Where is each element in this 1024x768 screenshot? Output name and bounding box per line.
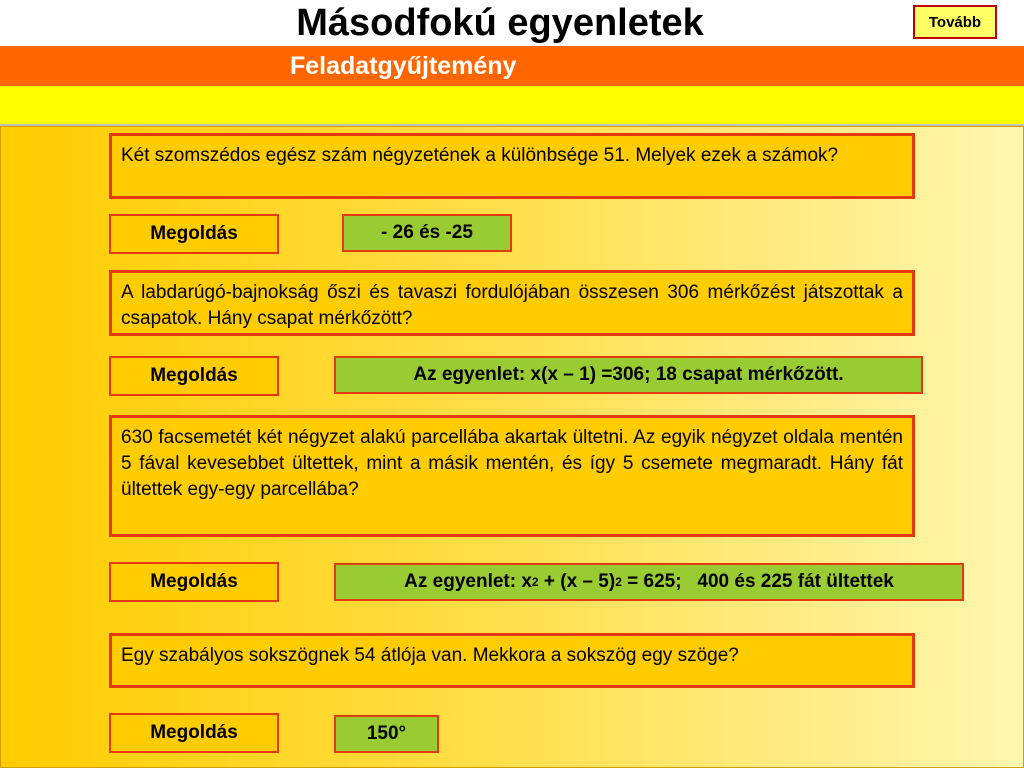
yellow-band	[0, 86, 1024, 124]
problem-3-question: 630 facsemetét két négyzet alakú parcellába akartak ültetni. Az egyik négyzet oldala mentén 5 fával kevesebbet ültettek, mint a másik mentén, és így 5 csemete megmaradt. Hány fát ültettek egy-egy parcellába?	[109, 415, 915, 537]
page-subtitle: Feladatgyűjtemény	[290, 52, 517, 80]
problem-3-answer-middle: + (x – 5)	[538, 571, 616, 592]
problem-4-question: Egy szabályos sokszögnek 54 átlója van. Mekkora a sokszög egy szöge?	[109, 633, 915, 688]
problem-3-answer: Az egyenlet: x 2 + (x – 5) 2 = 625; 400 és 225 fát ültettek	[334, 563, 964, 601]
problem-2-question: A labdarúgó-bajnokság őszi és tavaszi fordulójában összesen 306 mérkőzést játszottak a csapatok. Hány csapat mérkőzött?	[109, 270, 915, 336]
problem-1-answer: - 26 és -25	[342, 214, 512, 252]
problem-3-answer-suffix: = 625; 400 és 225 fát ültettek	[621, 571, 894, 592]
problem-3-answer-prefix: Az egyenlet: x	[404, 571, 532, 592]
page-title: Másodfokú egyenletek	[296, 2, 704, 44]
problem-1-solution-button[interactable]: Megoldás	[109, 214, 279, 254]
problem-2-solution-button[interactable]: Megoldás	[109, 356, 279, 396]
next-button[interactable]: Tovább	[913, 5, 997, 39]
problem-2-answer: Az egyenlet: x(x – 1) =306; 18 csapat mérkőzött.	[334, 356, 923, 394]
problem-4-answer: 150°	[334, 715, 439, 753]
problem-4-solution-button[interactable]: Megoldás	[109, 713, 279, 753]
problem-1-question: Két szomszédos egész szám négyzetének a különbsége 51. Melyek ezek a számok?	[109, 133, 915, 199]
problem-3-solution-button[interactable]: Megoldás	[109, 562, 279, 602]
